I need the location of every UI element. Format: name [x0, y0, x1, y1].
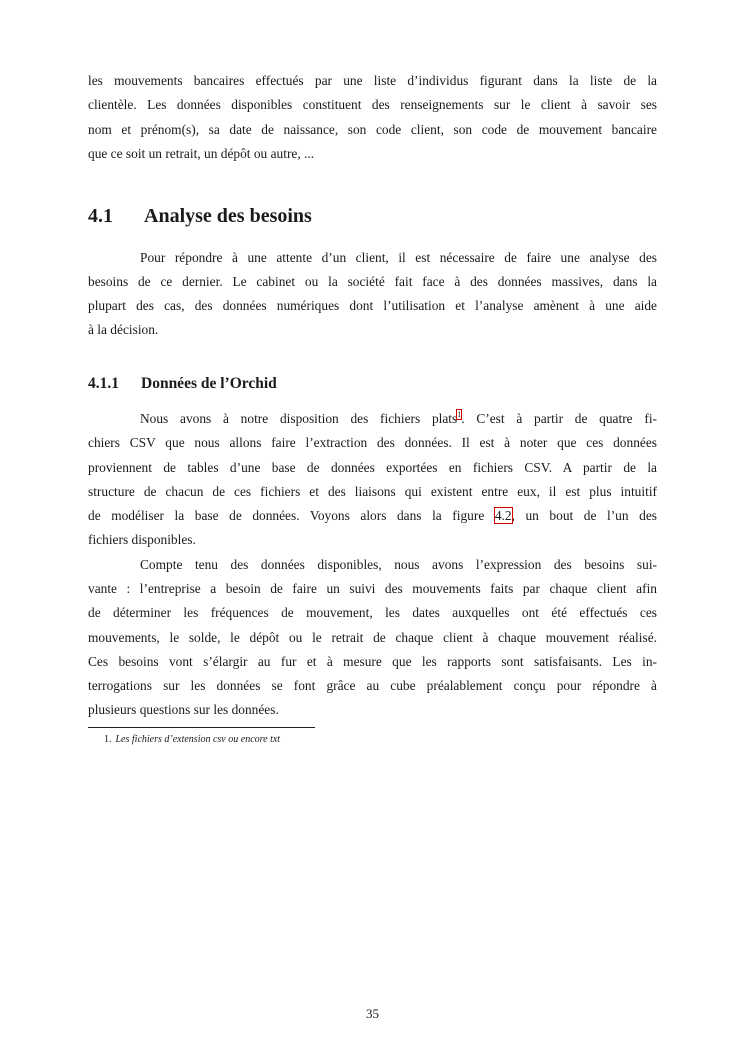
footnote-text: Les fichiers d’extension csv ou encore txt	[115, 734, 281, 745]
text-line: chiers CSV que nous allons faire l’extraction des données. Il est à noter que ces données	[88, 435, 657, 450]
text-span: Nous avons à notre disposition des fichiers plats	[140, 411, 458, 426]
text-line: Ces besoins vont s’élargir au fur et à mesure que les rapports sont satisfaisants. Les in-	[88, 654, 657, 669]
text-span: , un bout de l’un des	[511, 508, 657, 523]
text-line: plusieurs questions sur les données.	[88, 702, 279, 717]
footnote-number: 1.	[104, 734, 112, 745]
text-line: à la décision.	[88, 322, 159, 337]
text-line: structure de chacun de ces fichiers et des liaisons qui existent entre eux, il est plus intuitif	[88, 484, 657, 499]
text-line	[88, 508, 657, 524]
section-heading	[88, 204, 312, 228]
text-line: nom et prénom(s), sa date de naissance, son code client, son code de mouvement bancaire	[88, 122, 657, 137]
text-span: . C’est à partir de quatre fi-	[461, 411, 657, 426]
text-line: que ce soit un retrait, un dépôt ou autre, ...	[88, 146, 315, 161]
text-line: vante : l’entreprise a besoin de faire un suivi des mouvements faits par chaque client afin	[88, 581, 657, 596]
subsection-heading	[88, 374, 277, 394]
text-line: Compte tenu des données disponibles, nous avons l’expression des besoins sui-	[140, 557, 657, 572]
text-line: Pour répondre à une attente d’un client, il est nécessaire de faire une analyse des	[140, 250, 657, 265]
text-line: fichiers disponibles.	[88, 532, 196, 547]
text-line: plupart des cas, des données numériques dont l’utilisation et l’analyse amènent à une aide	[88, 298, 657, 313]
text-line: besoins de ce dernier. Le cabinet ou la société fait face à des données massives, dans la	[88, 274, 657, 289]
footnote	[104, 734, 280, 746]
text-line: proviennent de tables d’une base de données exportées en fichiers CSV. A partir de la	[88, 460, 657, 475]
subsection-number: 4.1.1	[88, 375, 119, 392]
text-line: de déterminer les fréquences de mouvement, les dates auxquelles ont été effectués ces	[88, 605, 657, 620]
text-line	[140, 411, 657, 427]
footnote-link[interactable]: 1	[457, 410, 462, 419]
figure-link[interactable]: 4.2	[494, 508, 512, 523]
text-line: mouvements, le solde, le dépôt ou le retrait de chaque client à chaque mouvement réalisé.	[88, 630, 657, 645]
page-number: 35	[366, 1006, 379, 1021]
text-line: terrogations sur les données se font grâce au cube préalablement conçu pour répondre à	[88, 678, 657, 693]
section-number: 4.1	[88, 205, 113, 227]
text-span: de modéliser la base de données. Voyons alors dans la figure	[88, 508, 485, 523]
section-title: Analyse des besoins	[144, 205, 312, 227]
text-line: clientèle. Les données disponibles constituent des renseignements sur le client à savoir ses	[88, 97, 657, 112]
footnote-rule	[88, 727, 315, 728]
subsection-title: Données de l’Orchid	[141, 375, 277, 392]
text-line: les mouvements bancaires effectués par une liste d’individus figurant dans la liste de la	[88, 73, 657, 88]
